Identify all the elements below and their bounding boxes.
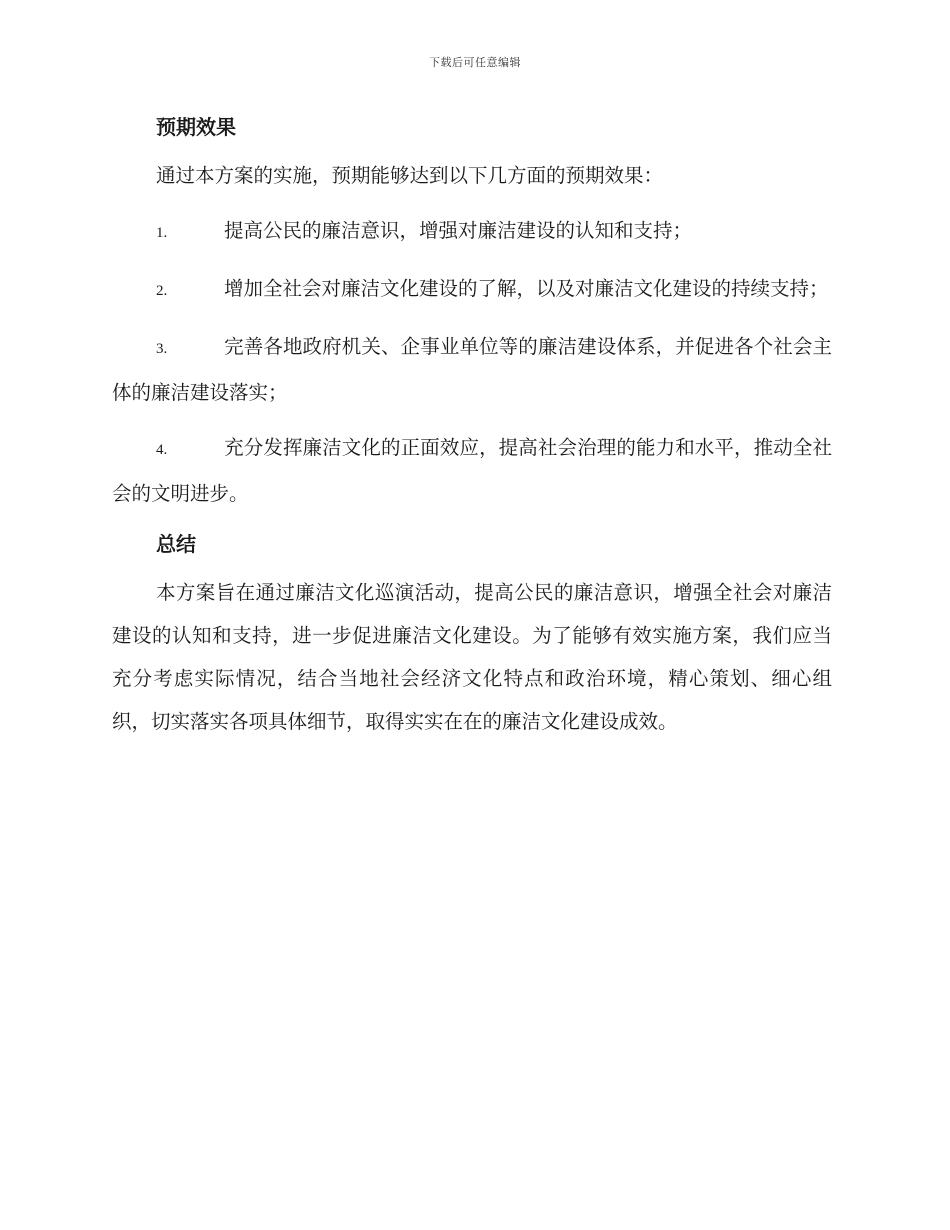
- list-item-text: 增加全社会对廉洁文化建设的了解，以及对廉洁文化建设的持续支持；: [224, 277, 829, 300]
- list-item-text: 完善各地政府机关、企事业单位等的廉洁建设体系，并促进各个社会主体的廉洁建设落实；: [112, 335, 832, 404]
- list-item-number: 2.: [156, 283, 168, 299]
- list-item: [112, 209, 832, 255]
- list-item-number: 1.: [156, 225, 168, 241]
- list-item-number: 4.: [156, 442, 168, 458]
- list-item-text: 充分发挥廉洁文化的正面效应，提高社会治理的能力和水平，推动全社会的文明进步。: [112, 436, 832, 505]
- document-body: [112, 112, 832, 743]
- list-item: [112, 325, 832, 414]
- list-item-text: 提高公民的廉洁意识，增强对廉洁建设的认知和支持；: [224, 219, 693, 242]
- section-heading-summary: 总结: [156, 532, 196, 556]
- section-intro-paragraph: 通过本方案的实施，预期能够达到以下几方面的预期效果：: [156, 164, 664, 187]
- summary-paragraph: 本方案旨在通过廉洁文化巡演活动，提高公民的廉洁意识，增强全社会对廉洁建设的认知和支持，进一步促进廉洁文化建设。为了能够有效实施方案，我们应当充分考虑实际情况，结合当地社会经济文化特点和政治环境，精心策划、细心组织，切实落实各项具体细节，取得实实在在的廉洁文化建设成效。: [112, 581, 832, 733]
- list-item-number: 3.: [156, 341, 168, 357]
- list-item: [112, 267, 832, 313]
- list-item: [112, 426, 832, 515]
- page-header: 下载后可任意编辑: [429, 56, 521, 69]
- section-heading-expected-effects: 预期效果: [156, 115, 236, 139]
